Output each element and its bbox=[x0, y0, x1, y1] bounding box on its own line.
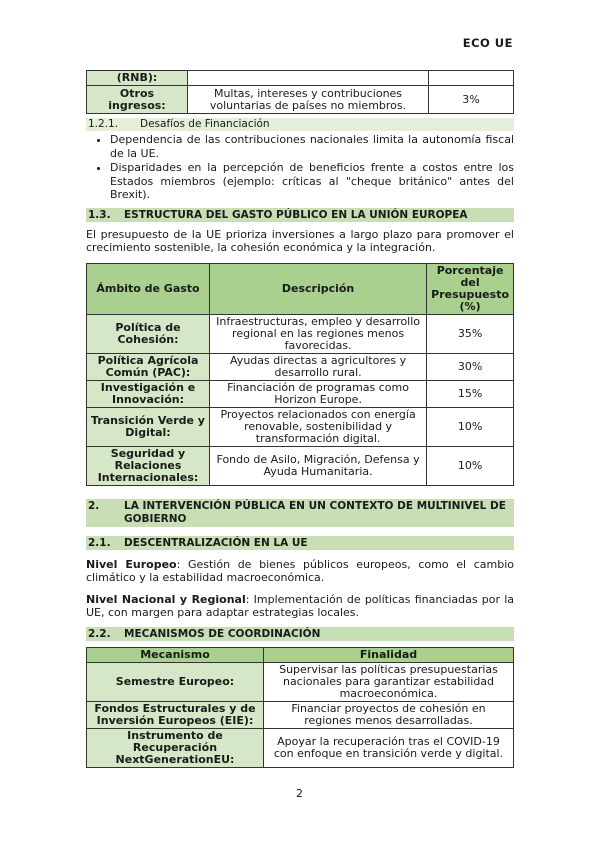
income-table bbox=[86, 70, 514, 114]
income-description: Multas, intereses y contribuciones voluntarias de países no miembros. bbox=[188, 86, 429, 114]
spending-area: Investigación e Innovación: bbox=[87, 380, 210, 407]
table-row bbox=[87, 728, 514, 767]
spending-description: Ayudas directas a agricultores y desarrollo rural. bbox=[210, 353, 427, 380]
table-header-row bbox=[87, 263, 514, 314]
income-pct: 3% bbox=[429, 86, 514, 114]
page-number: 2 bbox=[296, 787, 303, 800]
column-header: Ámbito de Gasto bbox=[87, 263, 210, 314]
table-row bbox=[87, 701, 514, 728]
mechanism-purpose: Supervisar las políticas presupuestarias nacionales para garantizar estabilidad macroeconómica. bbox=[264, 662, 514, 701]
paragraph-bold: Nivel Nacional y Regional bbox=[86, 592, 246, 606]
income-label: (RNB): bbox=[87, 71, 188, 86]
spending-description: Financiación de programas como Horizon Europe. bbox=[210, 380, 427, 407]
section-title: DESCENTRALIZACIÓN EN LA UE bbox=[124, 536, 308, 549]
spending-area: Política de Cohesión: bbox=[87, 314, 210, 353]
column-header: Porcentaje del Presupuesto (%) bbox=[427, 263, 514, 314]
spending-pct: 10% bbox=[427, 407, 514, 446]
table-row bbox=[87, 446, 514, 485]
mechanism-name: Instrumento de Recuperación NextGenerationEU: bbox=[87, 728, 264, 767]
table-row bbox=[87, 314, 514, 353]
section-title: ESTRUCTURA DEL GASTO PÚBLICO EN LA UNIÓN EUROPEA bbox=[124, 208, 468, 221]
section-heading bbox=[86, 208, 514, 222]
subsection-number: 1.2.1. bbox=[88, 118, 119, 130]
spending-pct: 30% bbox=[427, 353, 514, 380]
list-item: • Dependencia de las contribuciones nacionales limita la autonomía fiscal de la UE. bbox=[110, 133, 514, 160]
table-row bbox=[87, 407, 514, 446]
table-row bbox=[87, 662, 514, 701]
section-title: MECANISMOS DE COORDINACIÓN bbox=[124, 627, 321, 640]
table-row bbox=[87, 380, 514, 407]
spending-description: Infraestructuras, empleo y desarrollo regional en las regiones menos favorecidas. bbox=[210, 314, 427, 353]
column-header: Finalidad bbox=[264, 647, 514, 662]
paragraph-text: : Gestión de bienes públicos europeos, como el cambio climático y la estabilidad macroeconómica. bbox=[86, 557, 514, 584]
spending-area: Seguridad y Relaciones Internacionales: bbox=[87, 446, 210, 485]
spending-description: Fondo de Asilo, Migración, Defensa y Ayuda Humanitaria. bbox=[210, 446, 427, 485]
table-row bbox=[87, 86, 514, 114]
subsection-title: Desafíos de Financiación bbox=[140, 118, 270, 130]
spending-pct: 10% bbox=[427, 446, 514, 485]
column-header: Descripción bbox=[210, 263, 427, 314]
paragraph-bold: Nivel Europeo bbox=[86, 557, 177, 571]
paragraph bbox=[86, 558, 514, 585]
table-header-row bbox=[87, 647, 514, 662]
mechanism-name: Fondos Estructurales y de Inversión Europeos (EIE): bbox=[87, 701, 264, 728]
table-row bbox=[87, 353, 514, 380]
mechanisms-table bbox=[86, 647, 514, 768]
mechanism-purpose: Financiar proyectos de cohesión en regiones menos desarrolladas. bbox=[264, 701, 514, 728]
spending-area: Transición Verde y Digital: bbox=[87, 407, 210, 446]
income-description bbox=[188, 71, 429, 86]
section-number: 2.1. bbox=[88, 536, 111, 549]
paragraph: El presupuesto de la UE prioriza inversiones a largo plazo para promover el crecimiento sostenible, la cohesión económica y la integración. bbox=[86, 227, 514, 254]
page-content bbox=[86, 70, 514, 768]
section-heading bbox=[86, 499, 514, 527]
section-number: 1.3. bbox=[88, 208, 111, 221]
spending-table bbox=[86, 263, 514, 486]
list-item: • Disparidades en la percepción de beneficios frente a costos entre los Estados miembros (ejemplo: críticas al "cheque británico" antes del Brexit). bbox=[110, 161, 514, 202]
section-number: 2. bbox=[88, 499, 100, 512]
income-label: Otros ingresos: bbox=[87, 86, 188, 114]
paragraph-text: : Implementación de políticas financiadas por la UE, con margen para adaptar estrategias locales. bbox=[86, 592, 515, 619]
subsection-heading bbox=[86, 118, 514, 131]
spending-description: Proyectos relacionados con energía renovable, sostenibilidad y transformación digital. bbox=[210, 407, 427, 446]
spending-pct: 35% bbox=[427, 314, 514, 353]
section-number: 2.2. bbox=[88, 627, 111, 640]
challenges-list bbox=[86, 133, 514, 202]
mechanism-name: Semestre Europeo: bbox=[87, 662, 264, 701]
paragraph bbox=[86, 593, 514, 620]
spending-area: Política Agrícola Común (PAC): bbox=[87, 353, 210, 380]
section-title: LA INTERVENCIÓN PÚBLICA EN UN CONTEXTO DE MULTINIVEL DE GOBIERNO bbox=[124, 499, 506, 525]
spending-pct: 15% bbox=[427, 380, 514, 407]
mechanism-purpose: Apoyar la recuperación tras el COVID-19 con enfoque en transición verde y digital. bbox=[264, 728, 514, 767]
section-heading bbox=[86, 627, 514, 641]
income-pct bbox=[429, 71, 514, 86]
column-header: Mecanismo bbox=[87, 647, 264, 662]
section-heading bbox=[86, 536, 514, 550]
document-header-title: ECO UE bbox=[462, 36, 513, 50]
table-row bbox=[87, 71, 514, 86]
